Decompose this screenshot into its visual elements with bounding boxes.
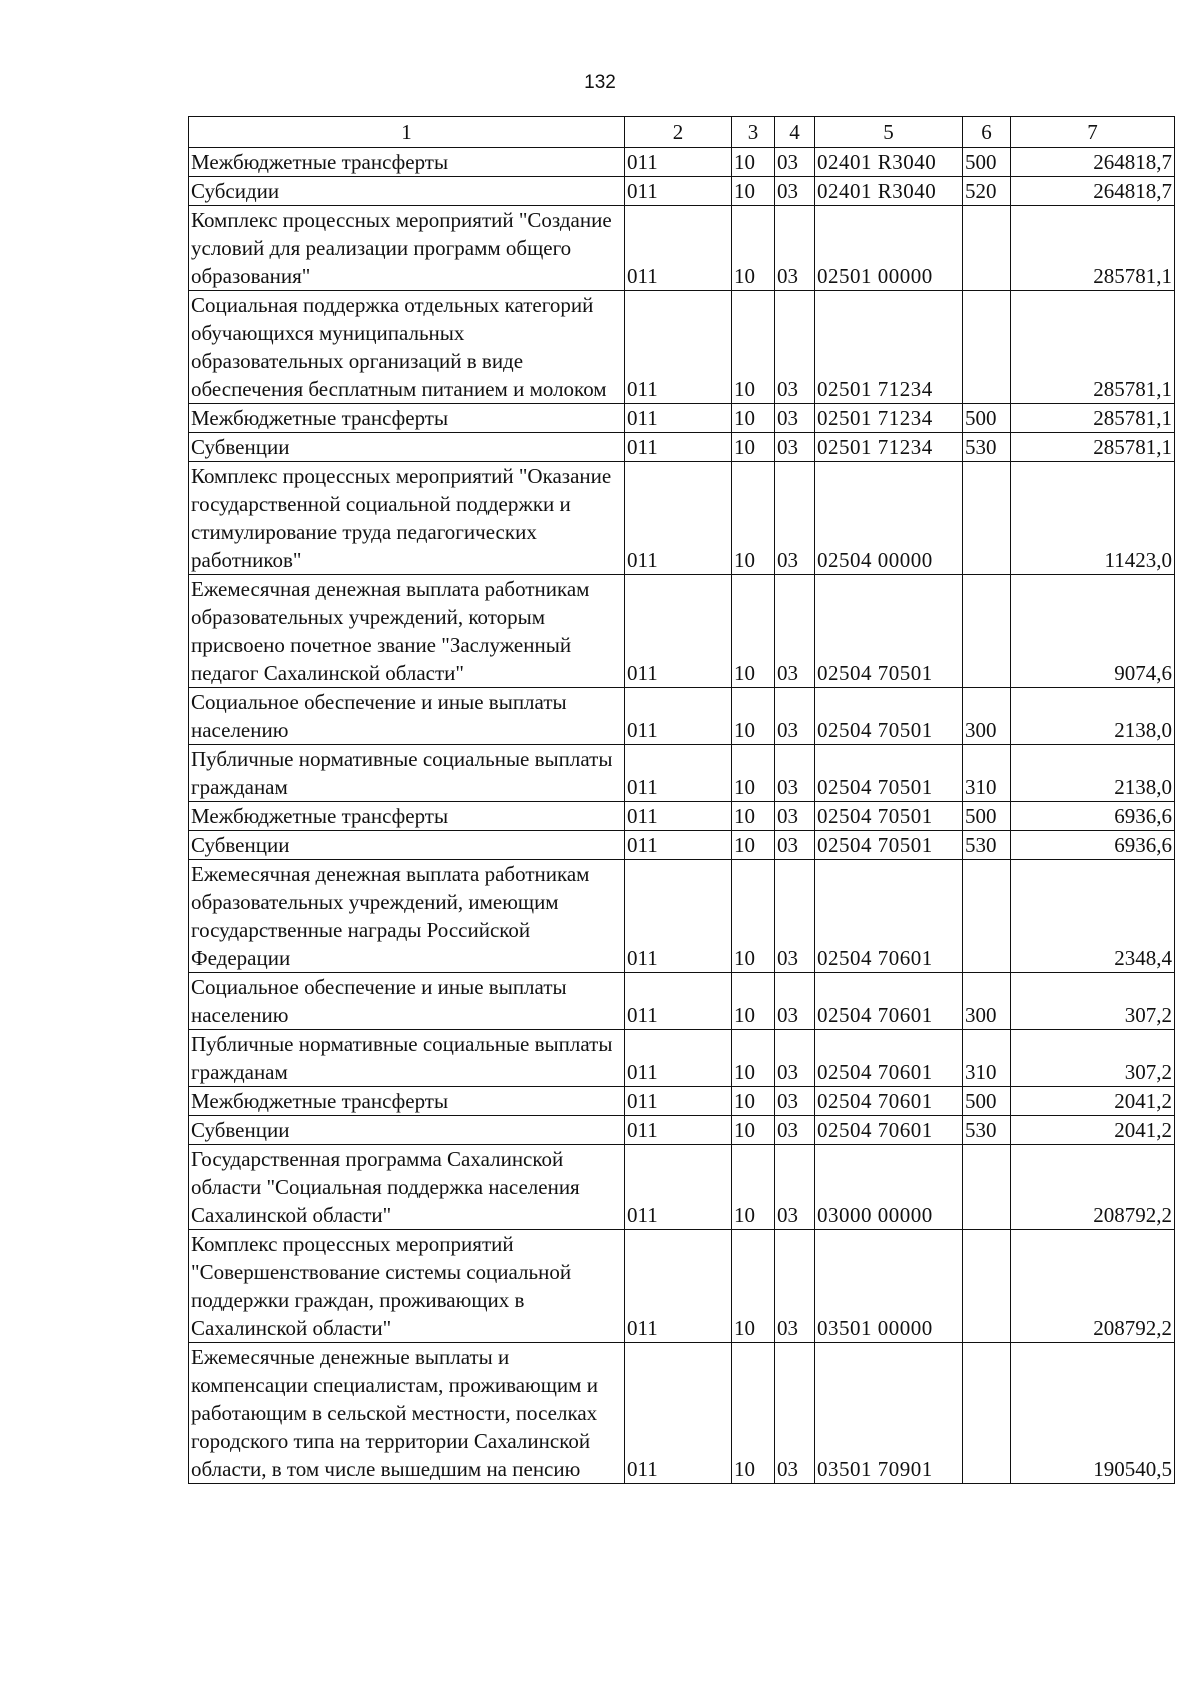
table-row [189,1087,1175,1116]
table-row [189,462,1175,575]
target-article-cell: 02501 71234 [815,291,963,404]
expense-type-cell: 520 [963,177,1011,206]
target-article-cell: 02501 71234 [815,404,963,433]
amount-cell: 264818,7 [1011,177,1175,206]
table-row [189,688,1175,745]
amount-cell: 264818,7 [1011,148,1175,177]
amount-cell: 285781,1 [1011,206,1175,291]
section-code-cell: 10 [732,1343,775,1484]
target-article-cell: 02504 70501 [815,688,963,745]
row-name-cell: Межбюджетные трансферты [189,1087,625,1116]
ministry-code-cell: 011 [625,433,732,462]
table-row [189,1343,1175,1484]
ministry-code-cell: 011 [625,462,732,575]
subsection-code-cell: 03 [775,433,815,462]
table-row [189,1030,1175,1087]
table-row [189,973,1175,1030]
amount-cell: 285781,1 [1011,291,1175,404]
section-code-cell: 10 [732,860,775,973]
table-row [189,575,1175,688]
section-code-cell: 10 [732,973,775,1030]
subsection-code-cell: 03 [775,1343,815,1484]
ministry-code-cell: 011 [625,148,732,177]
amount-cell: 2041,2 [1011,1116,1175,1145]
subsection-code-cell: 03 [775,1116,815,1145]
section-code-cell: 10 [732,433,775,462]
table-row [189,1116,1175,1145]
expense-type-cell: 500 [963,1087,1011,1116]
amount-cell: 9074,6 [1011,575,1175,688]
target-article-cell: 02501 71234 [815,433,963,462]
table-row [189,148,1175,177]
ministry-code-cell: 011 [625,973,732,1030]
column-header: 2 [625,117,732,148]
column-header: 6 [963,117,1011,148]
ministry-code-cell: 011 [625,1030,732,1087]
expense-type-cell [963,206,1011,291]
row-name-cell: Ежемесячная денежная выплата работникам образовательных учреждений, имеющим государственные награды Российской Федерации [189,860,625,973]
target-article-cell: 02504 70601 [815,1030,963,1087]
row-name-cell: Межбюджетные трансферты [189,802,625,831]
subsection-code-cell: 03 [775,802,815,831]
subsection-code-cell: 03 [775,688,815,745]
section-code-cell: 10 [732,177,775,206]
row-name-cell: Государственная программа Сахалинской области "Социальная поддержка населения Сахалинской области" [189,1145,625,1230]
column-header: 7 [1011,117,1175,148]
table-row [189,1145,1175,1230]
expense-type-cell: 300 [963,688,1011,745]
section-code-cell: 10 [732,404,775,433]
subsection-code-cell: 03 [775,462,815,575]
row-name-cell: Комплекс процессных мероприятий "Оказание государственной социальной поддержки и стимулирование труда педагогических работников" [189,462,625,575]
target-article-cell: 02504 70501 [815,575,963,688]
amount-cell: 208792,2 [1011,1230,1175,1343]
expense-type-cell: 530 [963,1116,1011,1145]
section-code-cell: 10 [732,1087,775,1116]
section-code-cell: 10 [732,1116,775,1145]
ministry-code-cell: 011 [625,177,732,206]
target-article-cell: 03501 70901 [815,1343,963,1484]
amount-cell: 2348,4 [1011,860,1175,973]
section-code-cell: 10 [732,462,775,575]
amount-cell: 6936,6 [1011,831,1175,860]
section-code-cell: 10 [732,688,775,745]
subsection-code-cell: 03 [775,177,815,206]
target-article-cell: 02501 00000 [815,206,963,291]
ministry-code-cell: 011 [625,860,732,973]
ministry-code-cell: 011 [625,745,732,802]
amount-cell: 6936,6 [1011,802,1175,831]
expense-type-cell [963,291,1011,404]
subsection-code-cell: 03 [775,745,815,802]
ministry-code-cell: 011 [625,802,732,831]
table-row [189,404,1175,433]
expense-type-cell [963,575,1011,688]
amount-cell: 208792,2 [1011,1145,1175,1230]
ministry-code-cell: 011 [625,291,732,404]
expense-type-cell [963,1145,1011,1230]
expense-type-cell: 530 [963,831,1011,860]
row-name-cell: Комплекс процессных мероприятий "Создание условий для реализации программ общего образования" [189,206,625,291]
subsection-code-cell: 03 [775,1145,815,1230]
ministry-code-cell: 011 [625,206,732,291]
expense-type-cell: 530 [963,433,1011,462]
target-article-cell: 02504 70501 [815,831,963,860]
section-code-cell: 10 [732,575,775,688]
table-row [189,206,1175,291]
amount-cell: 2041,2 [1011,1087,1175,1116]
target-article-cell: 02401 R3040 [815,177,963,206]
row-name-cell: Социальное обеспечение и иные выплаты населению [189,973,625,1030]
section-code-cell: 10 [732,745,775,802]
amount-cell: 307,2 [1011,973,1175,1030]
target-article-cell: 03000 00000 [815,1145,963,1230]
column-header: 3 [732,117,775,148]
section-code-cell: 10 [732,206,775,291]
target-article-cell: 02504 70601 [815,860,963,973]
section-code-cell: 10 [732,831,775,860]
subsection-code-cell: 03 [775,1087,815,1116]
target-article-cell: 02504 70501 [815,802,963,831]
row-name-cell: Субсидии [189,177,625,206]
expense-type-cell: 500 [963,802,1011,831]
subsection-code-cell: 03 [775,1030,815,1087]
section-code-cell: 10 [732,291,775,404]
table-body [189,148,1175,1484]
target-article-cell: 02504 70601 [815,973,963,1030]
ministry-code-cell: 011 [625,1230,732,1343]
table-row [189,433,1175,462]
section-code-cell: 10 [732,1030,775,1087]
expense-type-cell: 310 [963,1030,1011,1087]
column-header: 5 [815,117,963,148]
ministry-code-cell: 011 [625,575,732,688]
ministry-code-cell: 011 [625,688,732,745]
subsection-code-cell: 03 [775,148,815,177]
target-article-cell: 03501 00000 [815,1230,963,1343]
amount-cell: 285781,1 [1011,404,1175,433]
table-row [189,1230,1175,1343]
amount-cell: 285781,1 [1011,433,1175,462]
expense-type-cell: 310 [963,745,1011,802]
table-row [189,745,1175,802]
column-number-row [189,117,1175,148]
ministry-code-cell: 011 [625,1343,732,1484]
subsection-code-cell: 03 [775,973,815,1030]
table-row [189,802,1175,831]
table-row [189,291,1175,404]
section-code-cell: 10 [732,148,775,177]
ministry-code-cell: 011 [625,1116,732,1145]
row-name-cell: Субвенции [189,1116,625,1145]
row-name-cell: Публичные нормативные социальные выплаты гражданам [189,745,625,802]
table-row [189,831,1175,860]
row-name-cell: Межбюджетные трансферты [189,148,625,177]
row-name-cell: Ежемесячные денежные выплаты и компенсации специалистам, проживающим и работающим в сельской местности, поселках городского типа на территории Сахалинской области, в том числе вышедшим на пенсию [189,1343,625,1484]
row-name-cell: Субвенции [189,831,625,860]
row-name-cell: Комплекс процессных мероприятий "Совершенствование системы социальной поддержки граждан, проживающих в Сахалинской области" [189,1230,625,1343]
target-article-cell: 02504 70601 [815,1116,963,1145]
row-name-cell: Субвенции [189,433,625,462]
subsection-code-cell: 03 [775,860,815,973]
row-name-cell: Публичные нормативные социальные выплаты гражданам [189,1030,625,1087]
expense-type-cell: 500 [963,404,1011,433]
row-name-cell: Социальная поддержка отдельных категорий обучающихся муниципальных образовательных организаций в виде обеспечения бесплатным питанием и молоком [189,291,625,404]
subsection-code-cell: 03 [775,575,815,688]
row-name-cell: Социальное обеспечение и иные выплаты населению [189,688,625,745]
amount-cell: 190540,5 [1011,1343,1175,1484]
amount-cell: 307,2 [1011,1030,1175,1087]
expense-type-cell [963,860,1011,973]
column-header: 1 [189,117,625,148]
ministry-code-cell: 011 [625,831,732,860]
row-name-cell: Межбюджетные трансферты [189,404,625,433]
expense-type-cell [963,1230,1011,1343]
target-article-cell: 02504 70601 [815,1087,963,1116]
ministry-code-cell: 011 [625,404,732,433]
subsection-code-cell: 03 [775,831,815,860]
section-code-cell: 10 [732,1145,775,1230]
table-row [189,177,1175,206]
section-code-cell: 10 [732,802,775,831]
subsection-code-cell: 03 [775,206,815,291]
expense-type-cell: 500 [963,148,1011,177]
table-row [189,860,1175,973]
amount-cell: 2138,0 [1011,688,1175,745]
expense-type-cell [963,1343,1011,1484]
column-header: 4 [775,117,815,148]
target-article-cell: 02504 00000 [815,462,963,575]
page-number: 132 [584,72,616,93]
subsection-code-cell: 03 [775,1230,815,1343]
subsection-code-cell: 03 [775,404,815,433]
target-article-cell: 02504 70501 [815,745,963,802]
row-name-cell: Ежемесячная денежная выплата работникам образовательных учреждений, которым присвоено почетное звание "Заслуженный педагог Сахалинской области" [189,575,625,688]
expense-type-cell [963,462,1011,575]
section-code-cell: 10 [732,1230,775,1343]
ministry-code-cell: 011 [625,1145,732,1230]
subsection-code-cell: 03 [775,291,815,404]
amount-cell: 2138,0 [1011,745,1175,802]
target-article-cell: 02401 R3040 [815,148,963,177]
expense-type-cell: 300 [963,973,1011,1030]
budget-table [188,116,1175,1484]
amount-cell: 11423,0 [1011,462,1175,575]
ministry-code-cell: 011 [625,1087,732,1116]
